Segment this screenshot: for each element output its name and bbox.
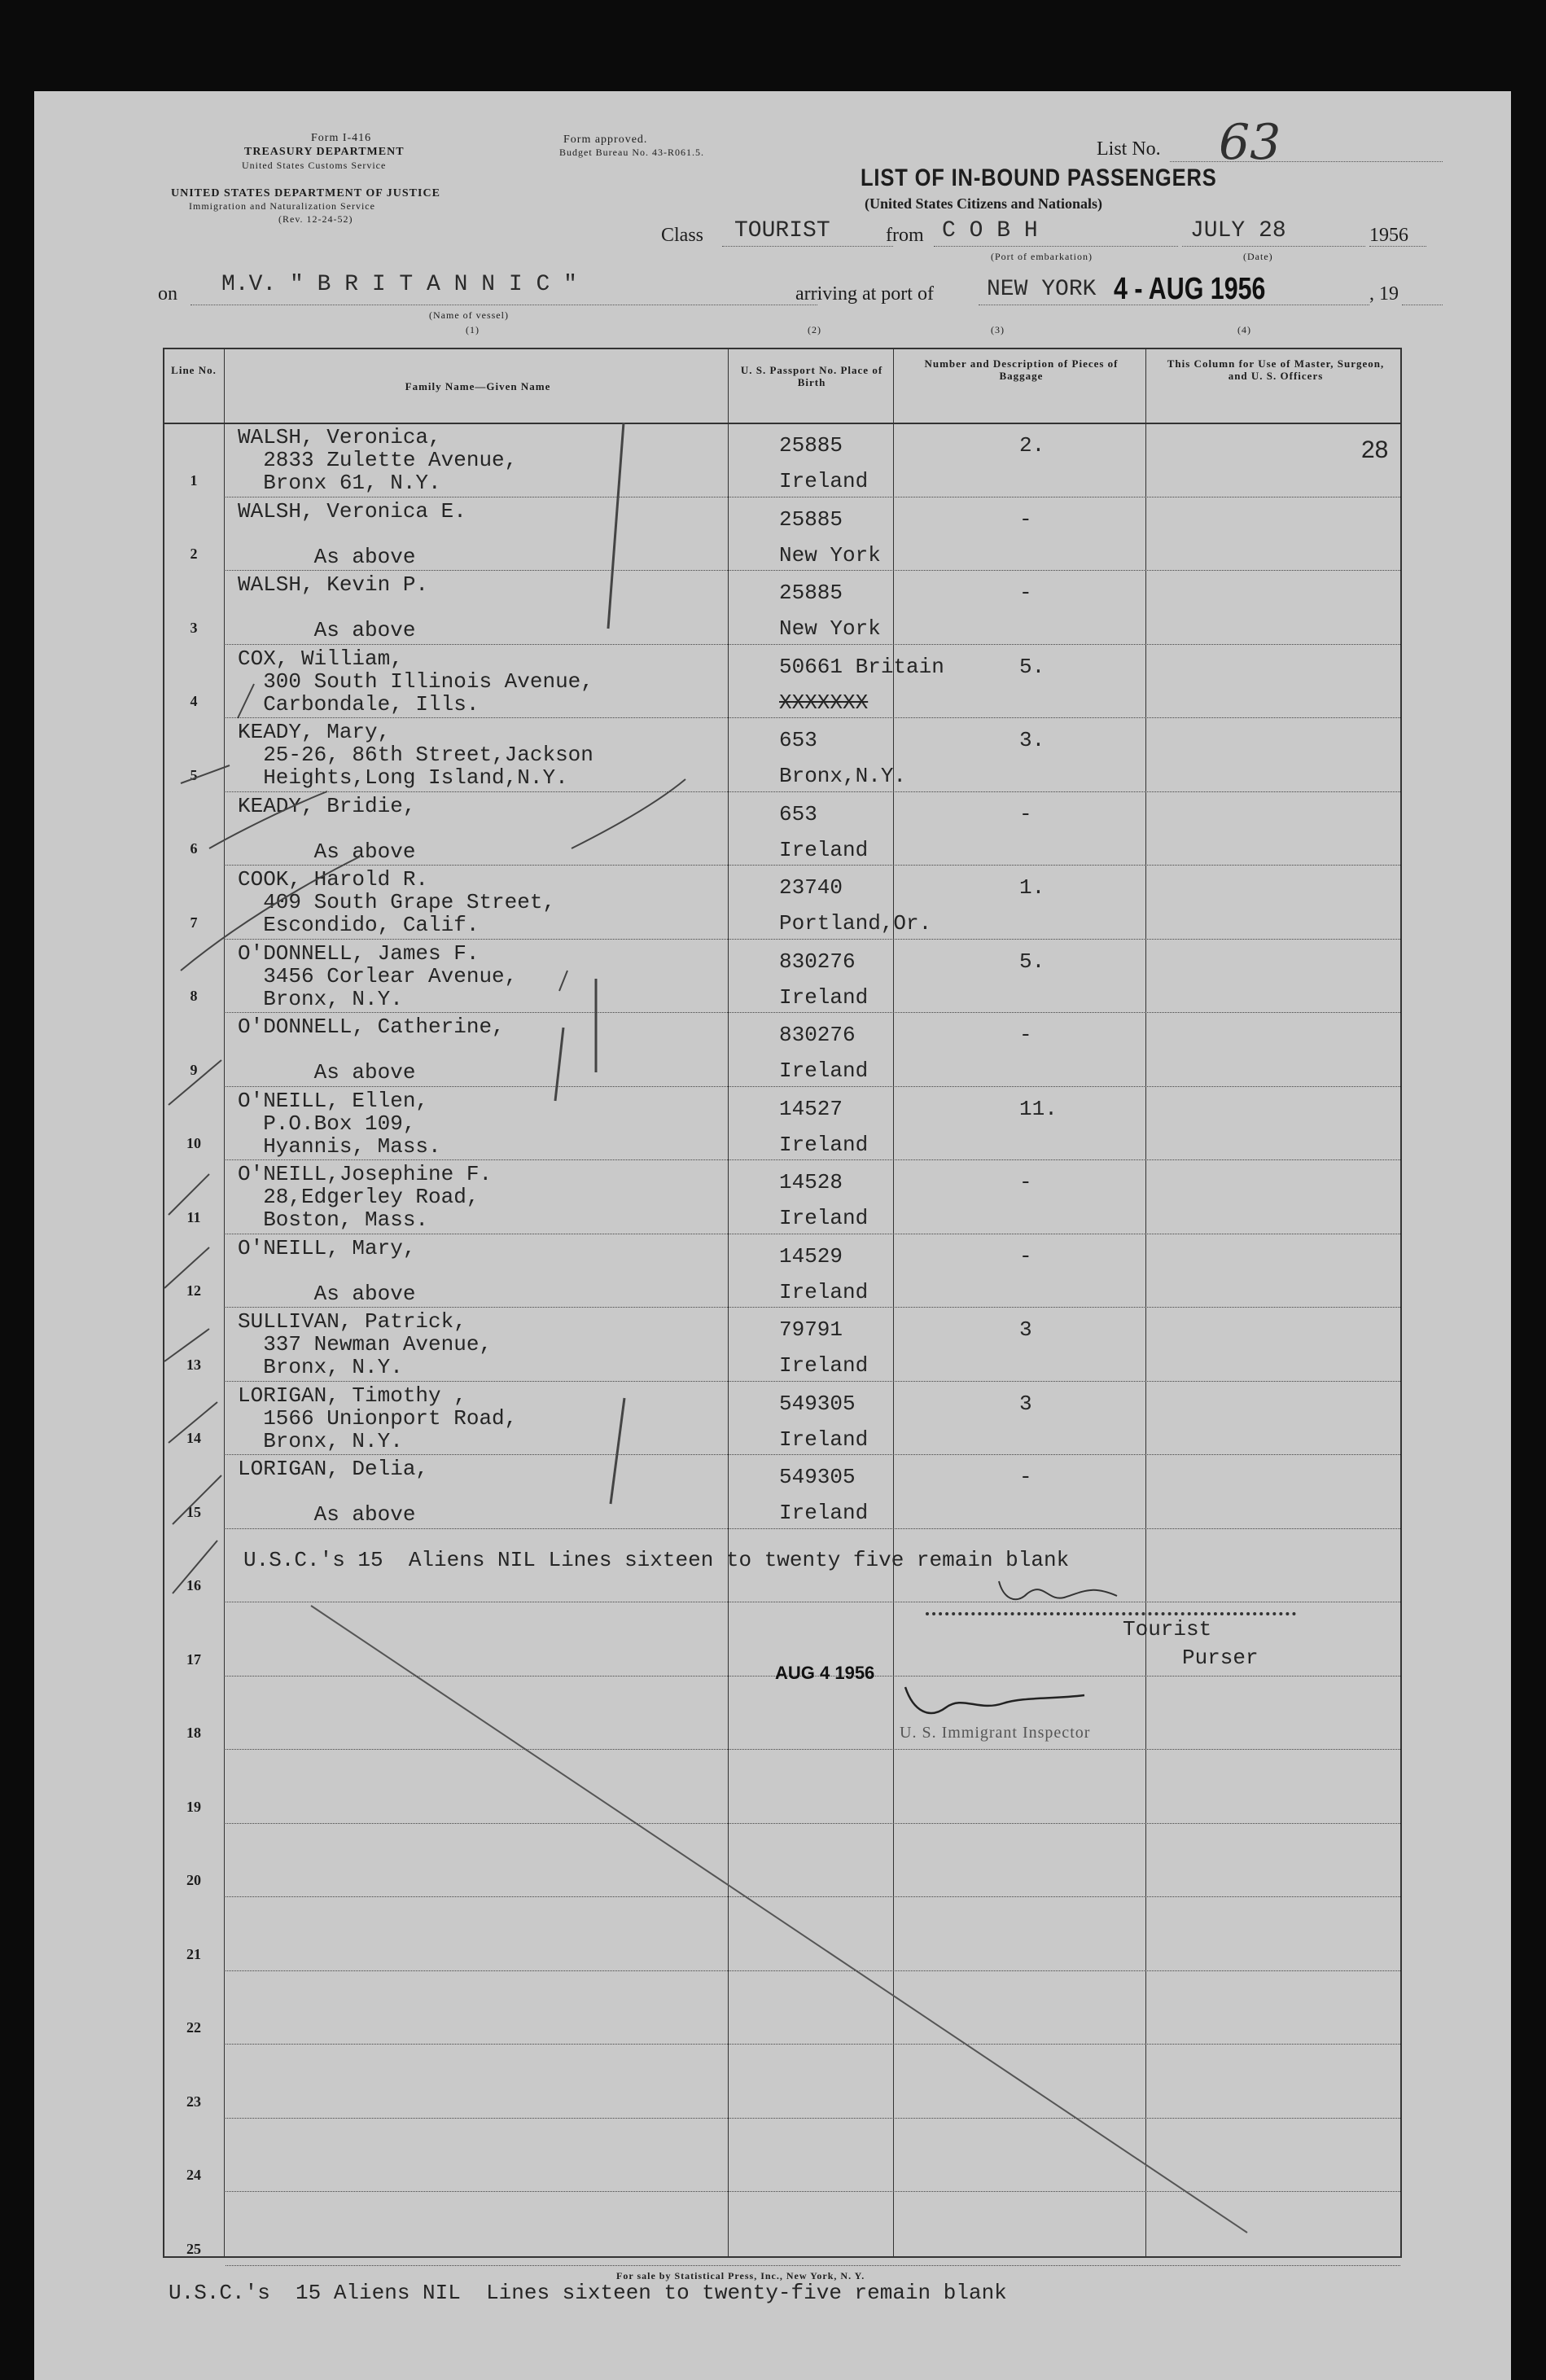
budget-bureau: Budget Bureau No. 43-R061.5. [559,147,704,158]
passport-number: 79791 [779,1317,843,1342]
row-separator [226,2118,1400,2119]
place-of-birth: Ireland [779,1279,869,1304]
passport-number: 549305 [779,1465,856,1489]
on-label: on [158,283,177,305]
baggage-count: - [1019,1465,1032,1489]
place-of-birth: Ireland [779,984,869,1010]
passenger-name-address: WALSH, Kevin P. As above [238,572,429,642]
header-line-no: Line No. [171,364,217,376]
inspection-stamp: AUG 4 1956 [775,1663,875,1683]
line-number: 3 [190,619,198,636]
row-separator [226,865,1400,866]
passport-number: 830276 [779,949,856,974]
line-number: 15 [186,1503,201,1520]
year-suffix: , 19 [1369,283,1399,305]
passport-number: 653 [779,728,817,752]
baggage-count: - [1019,581,1032,605]
line-number: 14 [186,1430,201,1446]
arriving-label: arriving at port of [795,283,934,305]
document-title: LIST OF IN-BOUND PASSENGERS [861,164,1217,191]
date-caption: (Date) [1243,251,1273,262]
document-subtitle: (United States Citizens and Nationals) [865,195,1103,212]
treasury-dept: TREASURY DEPARTMENT [244,146,405,158]
passport-number: 14527 [779,1096,843,1121]
customs-service: United States Customs Service [242,160,387,171]
passenger-name-address: KEADY, Bridie, As above [238,793,416,864]
passport-number: 25885 [779,433,843,458]
line-number: 8 [190,988,198,1004]
passport-number: 830276 [779,1023,856,1047]
form-number: Form I-416 [311,132,372,144]
passenger-name-address: O'DONNELL, James F. 3456 Corlear Avenue, Bronx, N.Y. [238,940,518,1011]
passport-number: 25885 [779,506,843,532]
line-number: 1 [190,471,198,489]
passenger-name-address: KEADY, Mary, 25-26, 86th Street,Jackson Heights,Long Island,N.Y. [238,720,593,790]
passport-number: 50661 Britain [779,654,944,679]
line-number: 16 [186,1577,201,1593]
header-baggage: Number and Description of Pieces of Baggage [924,357,1119,382]
row-separator [226,1454,1400,1455]
passenger-name-address: LORIGAN, Delia, As above [238,1457,429,1527]
caption-3: (3) [991,324,1005,335]
footer-note: U.S.C.'s 15 Aliens NIL Lines sixteen to twenty-five remain blank [169,2281,1007,2305]
passport-number: 653 [779,801,817,826]
row-separator [226,1896,1400,1897]
header-officers: This Column for Use of Master, Surgeon, and U. S. Officers [1167,357,1385,382]
caption-1: (1) [466,324,480,335]
justice-dept: UNITED STATES DEPARTMENT OF JUSTICE [171,187,440,199]
line-number: 2 [190,546,198,562]
line-number: 4 [190,693,198,709]
line-number: 9 [190,1061,198,1078]
place-of-birth: Ireland [779,837,869,862]
line-number: 13 [186,1356,201,1373]
list-no-value: 63 [1219,114,1281,171]
arrival-port: NEW YORK [987,277,1097,302]
row-separator [226,2265,1400,2266]
baggage-count: 3 [1019,1391,1032,1416]
line-number: 20 [186,1872,201,1888]
baggage-count: 5. [1019,949,1045,974]
ins-service: Immigration and Naturalization Service [189,200,375,212]
inspector-label: U. S. Immigrant Inspector [900,1724,1091,1742]
purser-label: Purser [1182,1646,1259,1670]
baggage-count: 5. [1019,654,1045,679]
place-of-birth: New York [779,616,881,641]
header-name: Family Name—Given Name [405,380,551,392]
row-separator [226,1381,1400,1382]
place-of-birth: New York [779,542,881,568]
list-no-line [1170,161,1443,162]
line-number: 19 [186,1798,201,1815]
row-separator [226,2191,1400,2192]
passenger-table [163,348,1402,2258]
baggage-count: 3 [1019,1317,1032,1342]
passport-number: 14528 [779,1170,843,1194]
place-of-birth: Ireland [779,469,869,493]
baggage-count: - [1019,1243,1032,1269]
baggage-count: 2. [1019,433,1045,458]
tourist-label: Tourist [1123,1617,1212,1641]
purser-line [926,1612,1296,1615]
revision: (Rev. 12-24-52) [278,213,353,225]
departure-year: 1956 [1369,225,1408,246]
row-separator [226,1823,1400,1824]
passenger-name-address: WALSH, Veronica, 2833 Zulette Avenue, Bronx 61, N.Y. [238,425,518,495]
row-separator [226,1307,1400,1308]
passport-number: 23740 [779,875,843,900]
row-separator [226,1749,1400,1750]
passenger-name-address: O'NEILL, Ellen, P.O.Box 109, Hyannis, Mass. [238,1088,441,1159]
place-of-birth: Ireland [779,1059,869,1083]
baggage-count: 1. [1019,875,1045,900]
printer-note: For sale by Statistical Press, Inc., New York, N. Y. [616,2270,865,2281]
line-number: 6 [190,840,198,857]
line-number: 24 [186,2167,201,2183]
passport-number: 549305 [779,1391,856,1416]
departure-date: JULY 28 [1190,218,1286,243]
line-number: 12 [186,1282,201,1299]
line-number: 21 [186,1945,201,1962]
line-number: 17 [186,1650,201,1668]
row-separator [226,1012,1400,1013]
class-label: Class [661,225,704,246]
passport-number: 14529 [779,1243,843,1269]
row-separator [226,644,1400,645]
from-line [934,246,1178,247]
passenger-name-address: COOK, Harold R. 409 South Grape Street, Escondido, Calif. [238,867,556,937]
row-separator [226,1528,1400,1529]
row-separator [226,717,1400,718]
summary-note: U.S.C.'s 15 Aliens NIL Lines sixteen to twenty five remain blank [243,1548,1070,1572]
passenger-name-address: O'NEILL,Josephine F. 28,Edgerley Road, Boston, Mass. [238,1162,493,1232]
baggage-count: - [1019,1023,1032,1047]
passenger-name-address: SULLIVAN, Patrick, 337 Newman Avenue, Bronx, N.Y. [238,1309,493,1379]
place-of-birth: Ireland [779,1427,869,1452]
line-number: 18 [186,1725,201,1741]
vessel-caption: (Name of vessel) [429,309,509,321]
passenger-name-address: COX, William, 300 South Illinois Avenue, Carbondale, Ills. [238,646,593,717]
year-line [1369,246,1426,247]
line-number: 5 [190,766,198,783]
from-label: from [886,225,924,246]
arrival-date-stamp: 4 - AUG 1956 [1114,272,1266,306]
place-of-birth: Bronx,N.Y. [779,764,907,788]
line-number: 11 [186,1208,201,1225]
row-separator [226,1970,1400,1971]
row-separator [226,1086,1400,1087]
line-number: 10 [186,1135,201,1151]
row-separator [226,939,1400,940]
caption-2: (2) [808,324,821,335]
passenger-name-address: LORIGAN, Timothy , 1566 Unionport Road, Bronx, N.Y. [238,1383,518,1453]
line-number: 23 [186,2093,201,2110]
form-approved: Form approved. [563,134,648,146]
line-number: 25 [186,2240,201,2257]
passenger-name-address: WALSH, Veronica E. As above [238,498,466,569]
class-value: TOURIST [734,218,830,243]
header-passport: U. S. Passport No. Place of Birth [740,364,883,388]
place-of-birth: Portland,Or. [779,911,932,936]
baggage-count: 11. [1019,1096,1058,1121]
officer-note: 28 [1361,436,1389,463]
baggage-count: - [1019,801,1032,826]
vessel-name: M.V. " B R I T A N N I C " [221,272,577,297]
passenger-name-address: O'NEILL, Mary, As above [238,1235,416,1306]
class-line [722,246,893,247]
embarkation-port: C O B H [942,218,1038,243]
place-of-birth: Ireland [779,1132,869,1157]
passport-number: 25885 [779,581,843,605]
list-no-label: List No. [1097,138,1161,160]
line-number: 7 [190,914,198,931]
row-separator [226,570,1400,571]
port-caption: (Port of embarkation) [991,251,1093,262]
place-of-birth: Ireland [779,1501,869,1525]
place-of-birth: Ireland [779,1206,869,1230]
manifest-page [34,91,1511,2380]
baggage-count: - [1019,506,1032,532]
row-separator [226,1159,1400,1160]
row-separator [226,791,1400,792]
passenger-name-address: O'DONNELL, Catherine, As above [238,1015,505,1085]
line-number: 22 [186,2019,201,2036]
place-of-birth: Ireland [779,1353,869,1378]
row-separator [226,2044,1400,2045]
place-of-birth: XXXXXXX [779,690,869,715]
baggage-count: 3. [1019,728,1045,752]
baggage-count: - [1019,1170,1032,1194]
date-line [1182,246,1365,247]
caption-4: (4) [1237,324,1251,335]
